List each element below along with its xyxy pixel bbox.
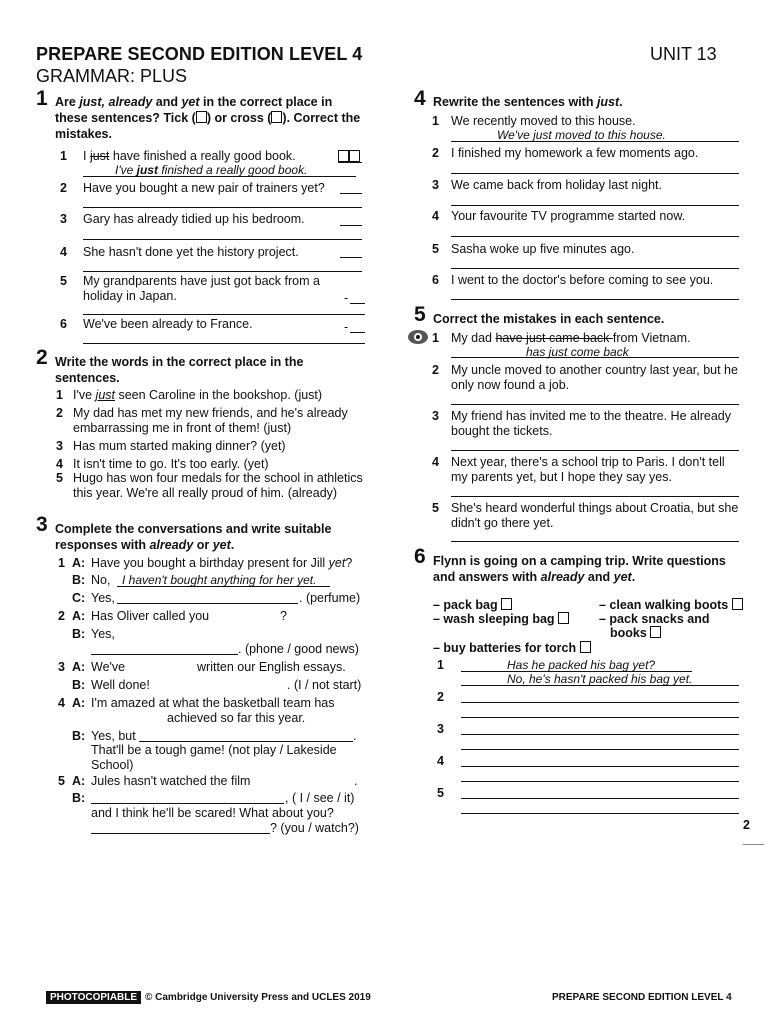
speaker-label: B: [72, 678, 86, 692]
item-number: 5 [56, 471, 63, 485]
item-number: 2 [432, 363, 439, 377]
task-box-icon [580, 641, 591, 653]
item-text: My dad has met my new friends, and he's already embarrassing me in front of them! (just) [73, 406, 348, 435]
answer-line[interactable] [83, 343, 365, 344]
dialogue-line: Yes, [91, 591, 115, 605]
answer-line[interactable] [461, 702, 739, 703]
dialogue-line: Jules hasn't watched the film [91, 774, 251, 788]
dialogue-line: I'm amazed at what the basketball team has [91, 696, 335, 710]
item-text: I just have finished a really good book. [83, 149, 296, 163]
item-number: 2 [56, 406, 63, 420]
exercise-instruction: Rewrite the sentences with just. [433, 95, 623, 109]
answer-line[interactable] [451, 541, 739, 542]
dialogue-line: and I think he'll be scared! What about you? [91, 806, 334, 820]
answer-line[interactable] [451, 357, 739, 358]
answer-line[interactable] [340, 193, 362, 194]
item-number: 3 [60, 212, 67, 226]
answer-line[interactable] [451, 141, 739, 142]
page-subtitle: GRAMMAR: PLUS [36, 66, 188, 86]
item-number: 5 [432, 501, 439, 515]
answer-text: Has he packed his bag yet? [507, 658, 656, 672]
item-text: My uncle moved to another country last year, but he only now found a job. [451, 363, 738, 392]
item-number: 6 [432, 273, 439, 287]
speaker-label: B: [72, 791, 86, 805]
item-number: 6 [60, 317, 67, 331]
item-text: I went to the doctor's before coming to see you. [451, 273, 714, 287]
item-number: 4 [432, 455, 439, 469]
item-text: Sasha woke up five minutes ago. [451, 242, 635, 256]
speaker-label: A: [72, 556, 86, 570]
item-number: 1 [56, 388, 63, 402]
answer-text: No, he's hasn't packed his bag yet. [507, 672, 693, 686]
answer-line[interactable] [461, 685, 739, 686]
answer-line[interactable] [461, 717, 739, 718]
dialogue-line: ? [280, 609, 287, 623]
speaker-label: A: [72, 774, 86, 788]
task-box-icon [501, 598, 512, 610]
answer-line[interactable] [117, 586, 330, 587]
speaker-label: A: [72, 660, 86, 674]
item-number: 3 [437, 722, 444, 736]
answer-line[interactable] [340, 225, 362, 226]
eye-icon [408, 330, 428, 344]
tick-box-icon [196, 111, 207, 123]
dash-mark: - [344, 320, 349, 334]
prompt-hint: . (phone / good news) [238, 642, 359, 656]
answer-line[interactable] [461, 766, 739, 767]
answer-line[interactable] [461, 798, 739, 799]
item-text: Has mum started making dinner? (yet) [73, 439, 286, 453]
item-number: 4 [60, 245, 67, 259]
exercise-instruction: Complete the conversations and write suitable responses with already or yet. [55, 522, 332, 552]
item-number: 1 [58, 556, 65, 570]
item-number: 1 [60, 149, 67, 163]
answer-line[interactable] [350, 303, 365, 304]
footer-level: PREPARE SECOND EDITION LEVEL 4 [552, 992, 732, 1003]
dialogue-line: No, [91, 573, 111, 587]
task-box-icon [558, 612, 569, 624]
answer-line[interactable] [91, 654, 238, 655]
item-text: Hugo has won four medals for the school in athletics this year. We're all really proud of him. (already) [73, 471, 363, 500]
dialogue-line: Have you bought a birthday present for Jill yet? [91, 556, 353, 570]
answer-line[interactable] [139, 741, 353, 742]
speaker-label: A: [72, 609, 86, 623]
prompt-hint: , ( I / see / it) [285, 791, 355, 805]
item-number: 1 [437, 658, 444, 672]
dialogue-line: achieved so far this year. [167, 711, 306, 725]
answer-line[interactable] [451, 299, 739, 300]
speaker-label: A: [72, 696, 86, 710]
item-text: It isn't time to go. It's too early. (yet) [73, 457, 269, 471]
item-number: 3 [432, 178, 439, 192]
page-title: PREPARE SECOND EDITION LEVEL 4 [36, 44, 363, 64]
item-number: 5 [60, 274, 67, 288]
dialogue-line: . [353, 729, 357, 743]
task-item: books [610, 625, 661, 641]
answer-line[interactable] [117, 603, 298, 604]
answer-line[interactable] [83, 271, 362, 272]
prompt-hint: ? (you / watch?) [270, 821, 359, 835]
item-text: Your favourite TV programme started now. [451, 209, 686, 223]
task-item: – clean walking boots [599, 597, 743, 613]
item-number: 5 [437, 786, 444, 800]
item-text: We came back from holiday last night. [451, 178, 662, 192]
item-number: 3 [56, 439, 63, 453]
answer-line[interactable] [340, 257, 362, 258]
exercise-instruction: Are just, already and yet in the correct place in these sentences? Tick ( ) or cross ( ). Correct the mistakes. [55, 95, 361, 141]
answer-line[interactable] [451, 496, 739, 497]
answer-text: has just come back [526, 345, 629, 359]
exercise-number: 5 [414, 303, 426, 326]
exercise-instruction: Flynn is going on a camping trip. Write questions and answers with already and yet. [433, 554, 726, 584]
item-text: My dad have just came back from Vietnam. [451, 331, 691, 345]
answer-line[interactable] [451, 404, 739, 405]
dialogue-line: . [354, 774, 358, 788]
dialogue-line: written our English essays. [197, 660, 346, 674]
copyright-text: © Cambridge University Press and UCLES 2019 [145, 992, 371, 1003]
speaker-label: C: [72, 591, 86, 605]
item-text: Have you bought a new pair of trainers yet? [83, 181, 325, 195]
prompt-hint: . (perfume) [299, 591, 361, 605]
item-text: My friend has invited me to the theatre. He already bought the tickets. [451, 409, 732, 438]
prompt-hint: . (I / not start) [287, 678, 362, 692]
item-number: 3 [432, 409, 439, 423]
answer-line[interactable] [461, 734, 739, 735]
answer-text: We've just moved to this house. [497, 128, 666, 142]
exercise-instruction: Write the words in the correct place in the sentences. [55, 355, 304, 385]
unit-label: UNIT 13 [650, 44, 717, 64]
item-text: I finished my homework a few moments ago. [451, 146, 699, 160]
item-number: 2 [437, 690, 444, 704]
item-text: Next year, there's a school trip to Paris. I don't tell my parents yet, but I hope they say yes. [451, 455, 725, 484]
exercise-number: 6 [414, 545, 426, 568]
answer-line[interactable] [83, 207, 362, 208]
answer-line[interactable] [451, 268, 739, 269]
answer-line[interactable] [451, 173, 739, 174]
answer-line[interactable] [338, 162, 362, 163]
photocopiable-badge: PHOTOCOPIABLE [46, 991, 141, 1004]
task-item: – pack bag [433, 597, 512, 613]
dialogue-line: Well done! [91, 678, 150, 692]
speaker-label: B: [72, 729, 86, 743]
cross-box-icon [349, 150, 360, 162]
item-number: 2 [60, 181, 67, 195]
page-score: 2 ___ [743, 818, 764, 846]
dialogue-line: Yes, but [91, 729, 136, 743]
speaker-label: B: [72, 627, 86, 641]
exercise-number: 4 [414, 87, 426, 110]
item-number: 4 [432, 209, 439, 223]
exercise-number: 2 [36, 346, 48, 369]
item-text: She's heard wonderful things about Croatia, but she didn't go there yet. [451, 501, 739, 530]
item-text: She hasn't done yet the history project. [83, 245, 299, 259]
item-text: Gary has already tidied up his bedroom. [83, 212, 305, 226]
answer-line[interactable] [451, 205, 739, 206]
cross-box-icon [271, 111, 282, 123]
item-number: 3 [58, 660, 65, 674]
task-box-icon [650, 626, 661, 638]
task-item: – buy batteries for torch [433, 640, 591, 656]
item-number: 4 [437, 754, 444, 768]
item-text: I've just seen Caroline in the bookshop. (just) [73, 388, 323, 402]
prompt-hint: That'll be a tough game! (not play / Lakeside School) [91, 743, 337, 772]
answer-line[interactable] [91, 833, 270, 834]
dialogue-line: Yes, [91, 627, 115, 641]
item-text: My grandparents have just got back from a holiday in Japan. [83, 274, 320, 303]
answer-text: I've just finished a really good book. [115, 163, 308, 177]
item-number: 1 [432, 331, 439, 345]
answer-line[interactable] [91, 803, 284, 804]
task-item: – pack snacks and [599, 612, 710, 626]
answer-line[interactable] [461, 781, 739, 782]
item-number: 4 [58, 696, 65, 710]
exercise-instruction: Correct the mistakes in each sentence. [433, 312, 665, 326]
item-number: 1 [432, 114, 439, 128]
answer-line[interactable] [461, 749, 739, 750]
speaker-label: B: [72, 573, 86, 587]
answer-line[interactable] [350, 332, 365, 333]
item-number: 5 [432, 242, 439, 256]
exercise-number: 3 [36, 513, 48, 536]
answer-line[interactable] [83, 314, 365, 315]
item-text: We recently moved to this house. [451, 114, 636, 128]
cross-box-icon [338, 150, 349, 162]
answer-line[interactable] [451, 450, 739, 451]
answer-text: I haven't bought anything for her yet. [122, 573, 317, 587]
task-item: – wash sleeping bag [433, 611, 569, 627]
item-number: 2 [58, 609, 65, 623]
answer-line[interactable] [83, 176, 356, 177]
answer-line[interactable] [83, 239, 362, 240]
dialogue-line: Has Oliver called you [91, 609, 210, 623]
task-box-icon [732, 598, 743, 610]
item-number: 2 [432, 146, 439, 160]
exercise-number: 1 [36, 87, 48, 110]
item-number: 4 [56, 457, 63, 471]
item-number: 5 [58, 774, 65, 788]
dialogue-line: We've [91, 660, 126, 674]
dash-mark: - [344, 291, 349, 305]
answer-line[interactable] [461, 813, 739, 814]
item-text: We've been already to France. [83, 317, 253, 331]
answer-line[interactable] [451, 236, 739, 237]
